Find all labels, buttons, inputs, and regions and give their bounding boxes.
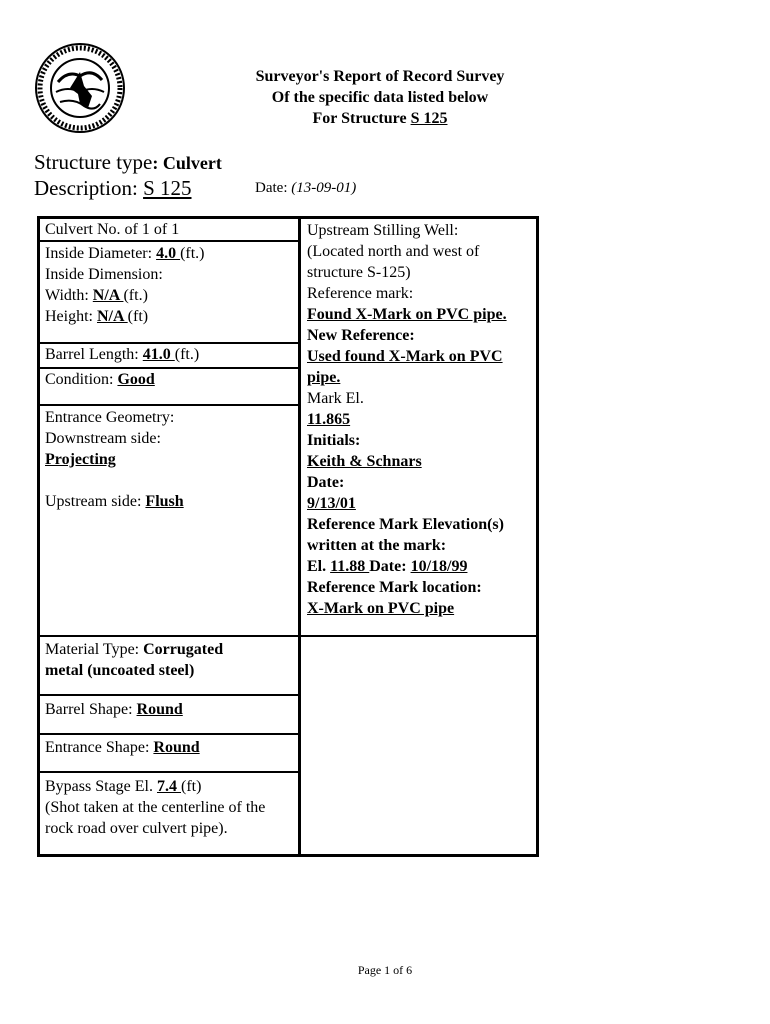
right-line: Reference Mark Elevation(s) [307, 516, 504, 533]
entrance-shape-label: Entrance Shape: [45, 739, 154, 756]
width-value: N/A [92, 287, 124, 304]
right-line: Reference Mark location: [307, 579, 482, 596]
right-line: New Reference: [307, 327, 415, 344]
condition-value: Good [117, 371, 155, 388]
structure-type-label: Structure type [34, 150, 153, 174]
right-line: Found X-Mark on PVC pipe. [307, 306, 507, 323]
inside-diameter-label: Inside Diameter: [45, 245, 157, 262]
barrel-length [45, 344, 199, 365]
inside-diameter-value: 4.0 [156, 245, 181, 262]
entrance-shape-value: Round [153, 739, 200, 756]
dimensions-block [45, 243, 205, 327]
material-type [45, 639, 223, 681]
height-label: Height: [45, 308, 97, 325]
structure-type-value: : Culvert [152, 153, 222, 173]
stilling-well-block [307, 220, 507, 619]
condition [45, 369, 155, 390]
page-number: Page 1 of 6 [357, 963, 413, 977]
description-label: Description: [34, 176, 144, 200]
report-date [255, 180, 356, 197]
report-header [200, 66, 560, 129]
right-line: Reference mark: [307, 285, 414, 302]
structure-type [34, 150, 222, 175]
florida-water-management-district-seal-icon [34, 42, 126, 134]
mark-elevation-line [307, 556, 507, 577]
barrel-shape-label: Barrel Shape: [45, 701, 137, 718]
right-line: structure S-125) [307, 264, 411, 281]
table-column-divider [298, 216, 301, 857]
row-divider [40, 240, 298, 242]
right-line: written at the mark: [307, 537, 447, 554]
downstream-side: Downstream side: [45, 430, 161, 447]
right-line: Used found X-Mark on PVC [307, 348, 503, 365]
barrel-length-value: 41.0 [142, 346, 175, 363]
inside-dimension: Inside Dimension: [45, 266, 163, 283]
barrel-shape [45, 699, 183, 720]
upstream-side [45, 491, 184, 512]
row-divider [40, 635, 536, 637]
bypass-stage-unit: (ft) [181, 778, 202, 795]
height-unit: (ft) [127, 308, 149, 325]
downstream-value: Projecting [45, 451, 116, 468]
bypass-stage-line [45, 776, 265, 797]
entrance-geometry-block [45, 407, 184, 512]
right-line: Mark El. [307, 390, 364, 407]
header-structure-id: S 125 [410, 110, 448, 127]
spacer [45, 470, 184, 491]
material-type-value-2: metal (uncoated steel) [45, 662, 195, 679]
height-value: N/A [97, 308, 128, 325]
inside-diameter-unit: (ft.) [180, 245, 205, 262]
description [34, 176, 192, 201]
width-unit: (ft.) [123, 287, 148, 304]
material-type-line-1 [45, 639, 223, 660]
bypass-stage-label: Bypass Stage El. [45, 778, 157, 795]
barrel-length-label: Barrel Length: [45, 346, 143, 363]
right-line: (Located north and west of [307, 243, 480, 260]
width [45, 285, 205, 306]
width-label: Width: [45, 287, 93, 304]
bypass-note-1: (Shot taken at the centerline of the [45, 799, 266, 816]
header-line-3-prefix: For Structure [312, 110, 411, 127]
upstream-side-value: Flush [145, 493, 184, 510]
row-divider [40, 694, 298, 696]
mark-date-value: 10/18/99 [410, 558, 468, 575]
material-type-value-1: Corrugated [143, 641, 224, 658]
mark-date-label: Date: [369, 558, 411, 575]
mark-el-value: 11.88 [330, 558, 370, 575]
right-line: Initials: [307, 432, 361, 449]
date-label: Date: [255, 180, 292, 196]
height [45, 306, 205, 327]
right-line: pipe. [307, 369, 341, 386]
row-divider [40, 404, 298, 406]
mark-el-prefix: El. [307, 558, 331, 575]
bypass-note-2: rock road over culvert pipe). [45, 820, 228, 837]
barrel-shape-value: Round [136, 701, 183, 718]
header-line-2: Of the specific data listed below [271, 89, 489, 106]
right-line: 9/13/01 [307, 495, 356, 512]
right-line: Keith & Schnars [307, 453, 422, 470]
material-type-label: Material Type: [45, 641, 144, 658]
right-line: X-Mark on PVC pipe [307, 600, 455, 617]
barrel-length-unit: (ft.) [174, 346, 200, 363]
inside-diameter [45, 243, 205, 264]
right-line: Date: [307, 474, 345, 491]
right-line: Upstream Stilling Well: [307, 222, 459, 239]
upstream-side-label: Upstream side: [45, 493, 146, 510]
header-line-3 [200, 108, 560, 129]
row-divider [40, 771, 298, 773]
description-value: S 125 [143, 176, 192, 200]
bypass-stage-value: 7.4 [157, 778, 181, 795]
date-value: (13-09-01) [291, 180, 357, 196]
condition-label: Condition: [45, 371, 118, 388]
entrance-shape [45, 737, 200, 758]
header-line-1: Surveyor's Report of Record Survey [255, 68, 505, 85]
bypass-stage [45, 776, 265, 839]
entrance-geometry: Entrance Geometry: [45, 409, 175, 426]
right-line: 11.865 [307, 411, 351, 428]
row-divider [40, 733, 298, 735]
culvert-number: Culvert No. of 1 of 1 [45, 221, 180, 238]
